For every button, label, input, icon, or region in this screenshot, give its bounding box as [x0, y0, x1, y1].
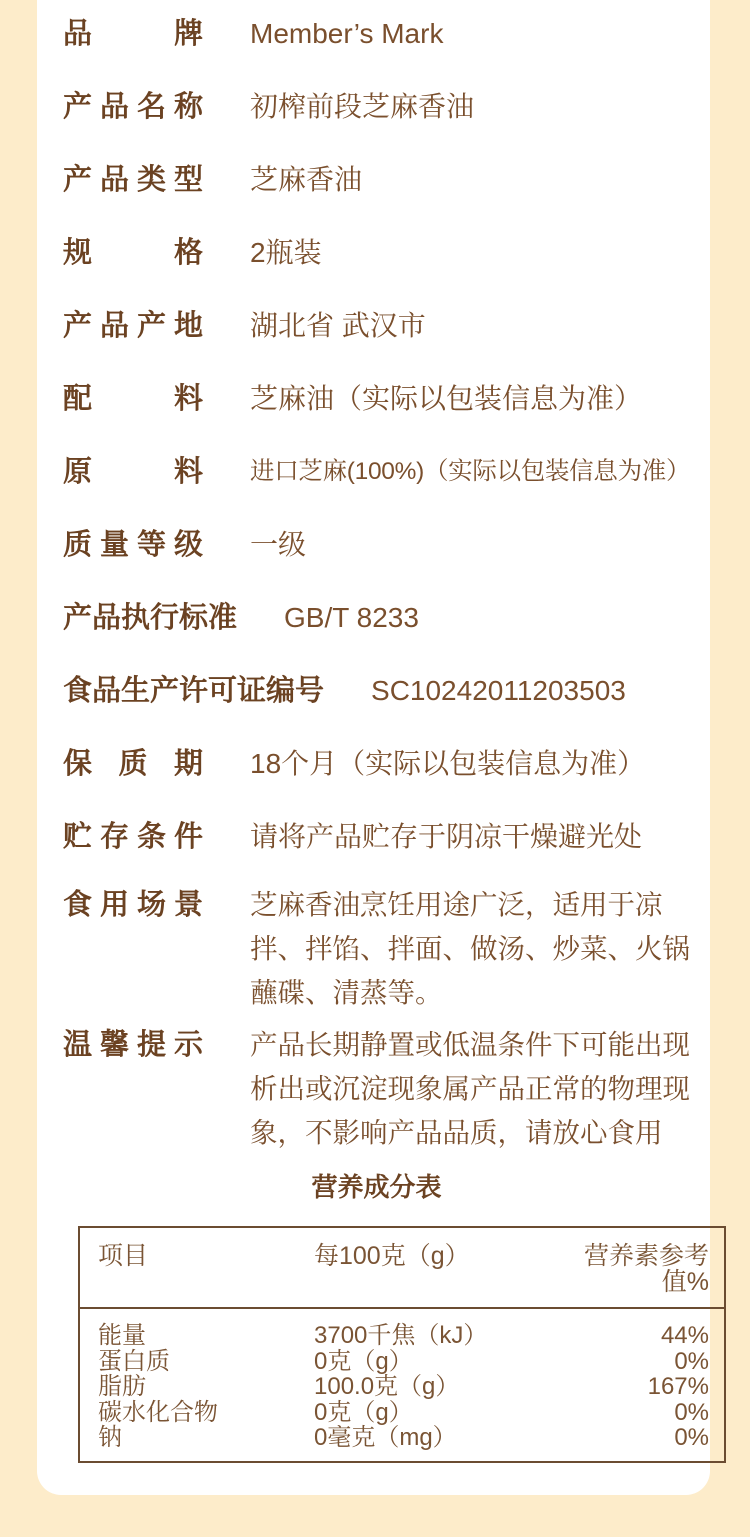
- raw-material-label: 原料: [63, 456, 203, 488]
- nutrient-amount: 3700千焦（kJ）: [314, 1322, 488, 1349]
- nutrient-name: 钠: [98, 1424, 122, 1451]
- nutrient-amount: 0毫克（mg）: [314, 1424, 457, 1451]
- origin-label: 产品产地: [63, 310, 203, 342]
- header-per-100g: 每100克（g）: [314, 1242, 470, 1270]
- quality-grade-value: 一级: [250, 529, 307, 560]
- nutrition-table: [78, 1226, 726, 1463]
- storage-label: 贮存条件: [63, 821, 203, 853]
- info-row-spec: [63, 237, 690, 269]
- nutrient-nrv: 0%: [674, 1347, 709, 1375]
- table-row-sodium: [98, 1425, 709, 1451]
- shelf-life-value: 18个月（实际以包装信息为准）: [250, 748, 646, 779]
- brand-value: Member’s Mark: [250, 18, 444, 49]
- product-info-card: [37, 0, 710, 1495]
- license-number-value: SC10242011203503: [371, 675, 626, 706]
- usage-label: 食用场景: [63, 889, 203, 921]
- product-type-label: 产品类型: [63, 164, 203, 196]
- nutrient-nrv: 44%: [660, 1322, 709, 1349]
- ingredients-label: 配料: [63, 383, 203, 415]
- nutrient-amount: 0克（g）: [314, 1398, 413, 1426]
- info-row-storage: [63, 821, 690, 853]
- product-name-label: 产品名称: [63, 91, 203, 123]
- info-row-origin: [63, 310, 690, 342]
- nutrient-name: 脂肪: [98, 1373, 146, 1400]
- info-row-brand: [63, 18, 690, 50]
- nutrient-name: 能量: [98, 1322, 146, 1349]
- nutrient-nrv: 167%: [647, 1373, 709, 1400]
- nutrition-table-body: [80, 1309, 724, 1461]
- origin-value: 湖北省 武汉市: [250, 310, 426, 341]
- table-row-carbohydrate: [98, 1400, 709, 1426]
- tips-label: 温馨提示: [63, 1029, 203, 1061]
- storage-value: 请将产品贮存于阴凉干燥避光处: [250, 821, 643, 852]
- table-row-fat: [98, 1374, 709, 1400]
- info-row-tips: [63, 1023, 690, 1155]
- nutrient-name: 蛋白质: [98, 1347, 170, 1375]
- nutrient-amount: 0克（g）: [314, 1347, 413, 1375]
- info-row-product-name: [63, 91, 690, 123]
- info-row-shelf-life: [63, 748, 690, 780]
- nutrient-nrv: 0%: [674, 1398, 709, 1426]
- info-row-standard: [63, 602, 690, 634]
- brand-label: 品牌: [63, 18, 203, 50]
- product-type-value: 芝麻香油: [250, 164, 363, 195]
- nutrient-name: 碳水化合物: [98, 1398, 218, 1426]
- usage-value: 芝麻香油烹饪用途广泛，适用于凉拌、拌馅、拌面、做汤、炒菜、火锅蘸碟、清蒸等。: [250, 889, 690, 1008]
- info-row-license-number: [63, 675, 690, 707]
- info-row-usage: [63, 883, 690, 1015]
- nutrient-amount: 100.0克（g）: [314, 1373, 460, 1400]
- standard-value: GB/T 8233: [284, 602, 419, 633]
- nutrient-nrv: 0%: [674, 1424, 709, 1451]
- table-row-energy: [98, 1323, 709, 1349]
- spec-label: 规格: [63, 237, 203, 269]
- raw-material-value: 进口芝麻(100%)（实际以包装信息为准）: [250, 458, 691, 485]
- info-row-ingredients: [63, 383, 690, 415]
- header-nrv: 营养素参考值%: [583, 1242, 709, 1296]
- info-row-raw-material: [63, 456, 690, 488]
- tips-value: 产品长期静置或低温条件下可能出现析出或沉淀现象属产品正常的物理现象，不影响产品品质，请放心食用: [250, 1029, 690, 1148]
- standard-label: 产品执行标准: [63, 602, 238, 634]
- header-item: 项目: [98, 1242, 149, 1270]
- shelf-life-label: 保质期: [63, 748, 203, 780]
- license-number-label: 食品生产许可证编号: [63, 675, 325, 707]
- nutrition-table-title: 营养成分表: [311, 1172, 442, 1202]
- table-row-protein: [98, 1349, 709, 1375]
- spec-value: 2瓶装: [250, 237, 322, 268]
- ingredients-value: 芝麻油（实际以包装信息为准）: [250, 383, 643, 414]
- quality-grade-label: 质量等级: [63, 529, 203, 561]
- nutrition-table-header: [80, 1228, 724, 1309]
- product-name-value: 初榨前段芝麻香油: [250, 91, 475, 122]
- info-row-quality-grade: [63, 529, 690, 561]
- info-row-product-type: [63, 164, 690, 196]
